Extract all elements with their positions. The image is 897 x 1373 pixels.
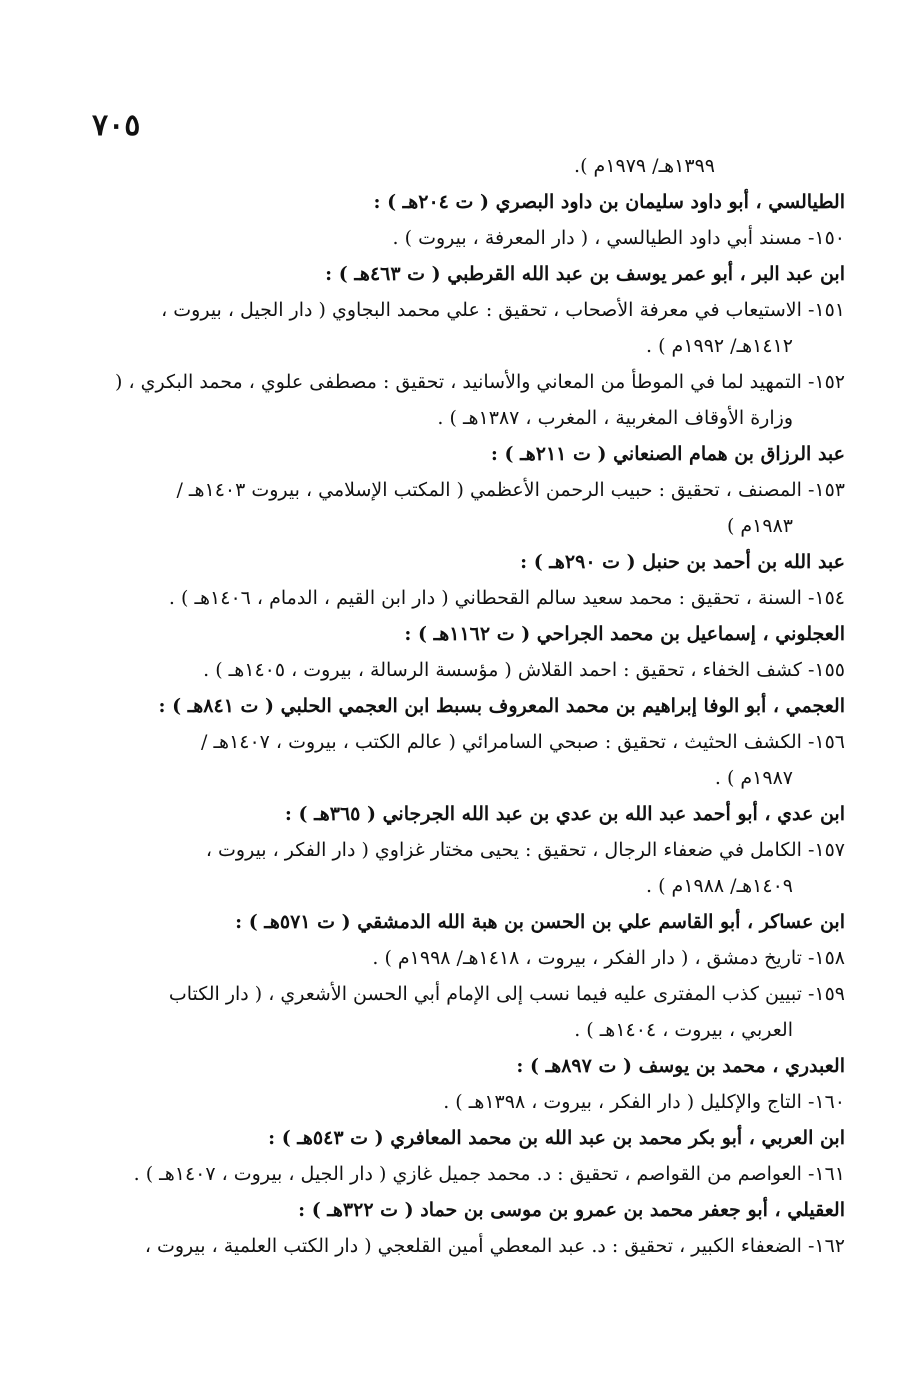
reference-entry-line: ١٥٣- المصنف ، تحقيق : حبيب الرحمن الأعظمي ( المكتب الإسلامي ، بيروت ١٤٠٣هـ / xyxy=(176,479,845,501)
page-number: ٧٠٥ xyxy=(92,108,141,143)
author-heading: العبدري ، محمد بن يوسف ( ت ٨٩٧هـ ) : xyxy=(516,1055,845,1077)
reference-entry-line: ١٥٠- مسند أبي داود الطيالسي ، ( دار المعرفة ، بيروت ) . xyxy=(392,227,845,249)
reference-entry-line: وزارة الأوقاف المغربية ، المغرب ، ١٣٨٧هـ ) . xyxy=(437,407,793,429)
reference-entry-line: ١٦٢- الضعفاء الكبير ، تحقيق : د. عبد المعطي أمين القلعجي ( دار الكتب العلمية ، بيروت ، xyxy=(144,1235,845,1257)
author-heading: العجمي ، أبو الوفا إبراهيم بن محمد المعروف بسبط ابن العجمي الحلبي ( ت ٨٤١هـ ) : xyxy=(158,695,845,717)
continued-line: ١٣٩٩هـ/ ١٩٧٩م ). xyxy=(574,155,715,177)
reference-entry-line: ١٩٨٧م ) . xyxy=(714,767,793,789)
reference-entry-line: ١٦١- العواصم من القواصم ، تحقيق : د. محمد جميل غازي ( دار الجيل ، بيروت ، ١٤٠٧هـ ) . xyxy=(133,1163,845,1185)
reference-entry-line: ١٩٨٣م ) xyxy=(726,515,793,537)
author-heading: الطيالسي ، أبو داود سليمان بن داود البصري ( ت ٢٠٤هـ ) : xyxy=(373,191,845,213)
author-heading: عبد الرزاق بن همام الصنعاني ( ت ٢١١هـ ) : xyxy=(490,443,845,465)
reference-entry-line: ١٥١- الاستيعاب في معرفة الأصحاب ، تحقيق : علي محمد البجاوي ( دار الجيل ، بيروت ، xyxy=(161,299,845,321)
reference-entry-line: ١٥٨- تاريخ دمشق ، ( دار الفكر ، بيروت ، ١٤١٨هـ/ ١٩٩٨م ) . xyxy=(372,947,845,969)
author-heading: ابن عبد البر ، أبو عمر يوسف بن عبد الله القرطبي ( ت ٤٦٣هـ ) : xyxy=(325,263,845,285)
author-heading: ابن العربي ، أبو بكر محمد بن عبد الله بن محمد المعافري ( ت ٥٤٣هـ ) : xyxy=(268,1127,845,1149)
author-heading: ابن عساكر ، أبو القاسم علي بن الحسن بن هبة الله الدمشقي ( ت ٥٧١هـ ) : xyxy=(235,911,845,933)
reference-entry-line: ١٥٢- التمهيد لما في الموطأ من المعاني والأسانيد ، تحقيق : مصطفى علوي ، محمد البكري ، ( xyxy=(115,371,845,393)
reference-entry-line: ١٥٧- الكامل في ضعفاء الرجال ، تحقيق : يحيى مختار غزاوي ( دار الفكر ، بيروت ، xyxy=(205,839,845,861)
reference-entry-line: ١٥٥- كشف الخفاء ، تحقيق : احمد القلاش ( مؤسسة الرسالة ، بيروت ، ١٤٠٥هـ ) . xyxy=(203,659,845,681)
author-heading: العقيلي ، أبو جعفر محمد بن عمرو بن موسى بن حماد ( ت ٣٢٢هـ ) : xyxy=(298,1199,845,1221)
reference-entry-line: ١٤١٢هـ/ ١٩٩٢م ) . xyxy=(646,335,793,357)
reference-entry-line: ١٥٦- الكشف الحثيث ، تحقيق : صبحي السامرائي ( عالم الكتب ، بيروت ، ١٤٠٧هـ / xyxy=(201,731,845,753)
reference-entry-line: ١٥٩- تبيين كذب المفترى عليه فيما نسب إلى الإمام أبي الحسن الأشعري ، ( دار الكتاب xyxy=(168,983,845,1005)
reference-entry-line: العربي ، بيروت ، ١٤٠٤هـ ) . xyxy=(574,1019,793,1041)
author-heading: عبد الله بن أحمد بن حنبل ( ت ٢٩٠هـ ) : xyxy=(520,551,845,573)
reference-entry-line: ١٥٤- السنة ، تحقيق : محمد سعيد سالم القحطاني ( دار ابن القيم ، الدمام ، ١٤٠٦هـ ) . xyxy=(168,587,845,609)
reference-entry-line: ١٤٠٩هـ/ ١٩٨٨م ) . xyxy=(646,875,793,897)
bibliography-list xyxy=(95,148,845,1264)
author-heading: العجلوني ، إسماعيل بن محمد الجراحي ( ت ١١٦٢هـ ) : xyxy=(404,623,845,645)
reference-entry-line: ١٦٠- التاج والإكليل ( دار الفكر ، بيروت ، ١٣٩٨هـ ) . xyxy=(443,1091,845,1113)
author-heading: ابن عدي ، أبو أحمد عبد الله بن عدي بن عبد الله الجرجاني ( ٣٦٥هـ ) : xyxy=(284,803,845,825)
